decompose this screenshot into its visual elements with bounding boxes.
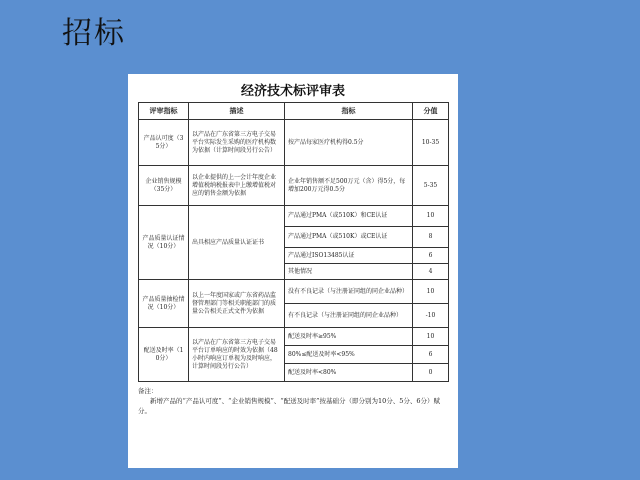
score-cell: 6	[413, 346, 449, 364]
header-cell: 分值	[413, 103, 449, 120]
notes-label: 备注：	[138, 387, 158, 395]
score-cell: 8	[413, 227, 449, 248]
header-cell: 描述	[189, 103, 285, 120]
item-cell: 配送及时率（10分）	[139, 328, 189, 382]
indicator-cell: 产品通过PMA（或510K）或CE认证	[285, 227, 413, 248]
table-row	[139, 280, 449, 304]
score-cell: 10	[413, 280, 449, 304]
item-cell: 产品认可度（35分）	[139, 120, 189, 166]
notes	[138, 386, 448, 416]
header-cell: 评审指标	[139, 103, 189, 120]
score-cell: -10	[413, 304, 449, 328]
table-row	[139, 166, 449, 206]
indicator-cell: 80%≤配送及时率<95%	[285, 346, 413, 364]
indicator-cell: 有不良记录（与注册证同组的同企业品种）	[285, 304, 413, 328]
indicator-cell: 配送及时率≥95%	[285, 328, 413, 346]
indicator-cell: 其他情况	[285, 264, 413, 280]
indicator-cell: 配送及时率<80%	[285, 364, 413, 382]
indicator-cell: 没有不良记录（与注册证同组的同企业品种）	[285, 280, 413, 304]
review-table	[138, 102, 449, 382]
score-cell: 6	[413, 248, 449, 264]
indicator-cell: 产品通过PMA（或510K）和CE认证	[285, 206, 413, 227]
document-image	[128, 74, 458, 468]
score-cell: 0	[413, 364, 449, 382]
table-row	[139, 206, 449, 227]
table-row	[139, 328, 449, 346]
description-cell: 以上一年度国家或广东省药品监督管理部门等相关职能部门的质量公告相关正式文件为依据	[189, 280, 285, 328]
table-header-row	[139, 103, 449, 120]
indicator-cell: 产品通过ISO13485认证	[285, 248, 413, 264]
score-cell: 10	[413, 328, 449, 346]
description-cell: 出具相应产品质量认证证书	[189, 206, 285, 280]
indicator-cell: 企业年销售额不足500万元（含）得5分，每增加200万元得0.5分	[285, 166, 413, 206]
header-cell: 指标	[285, 103, 413, 120]
description-cell: 以产品在广东省第三方电子交易平台实际发生采购的医疗机构数为依据（计算时间段另行公告）	[189, 120, 285, 166]
slide-title: 招标	[62, 16, 126, 51]
item-cell: 产品质量认证情况（10分）	[139, 206, 189, 280]
document-title: 经济技术标评审表	[240, 84, 345, 99]
notes-text: 新增产品的“产品认可度”、“企业销售规模”、“配送及时率”按基础分（即分别为10分、5分、6分）赋分。	[138, 397, 440, 415]
score-cell: 5-35	[413, 166, 449, 206]
score-cell: 4	[413, 264, 449, 280]
indicator-cell: 按产品每家医疗机构得0.5分	[285, 120, 413, 166]
description-cell: 以产品在广东省第三方电子交易平台订单响应的时效为依据（48小时内响应订单视为及时响应，计算时间段另行公告）	[189, 328, 285, 382]
description-cell: 以企业提供的上一会计年度企业增值税纳税报表中上缴增值税对应的销售金额为依据	[189, 166, 285, 206]
item-cell: 企业销售规模（35分）	[139, 166, 189, 206]
score-cell: 10	[413, 206, 449, 227]
table-row	[139, 120, 449, 166]
score-cell: 10-35	[413, 120, 449, 166]
item-cell: 产品质量抽检情况（10分）	[139, 280, 189, 328]
